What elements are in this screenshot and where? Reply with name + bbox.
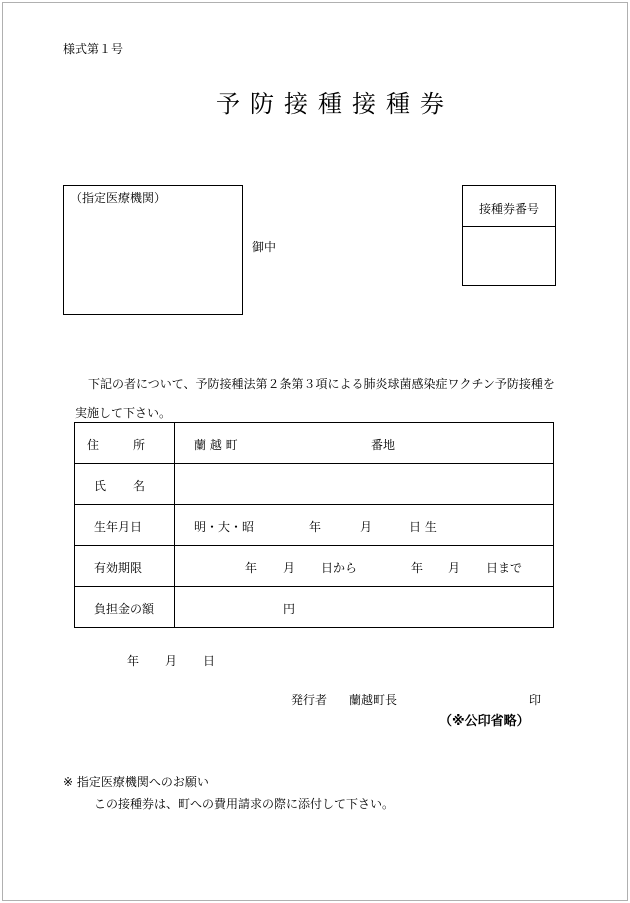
issue-date-year: 年	[127, 654, 140, 668]
address-field[interactable]	[175, 423, 554, 464]
ticket-number-label: 接種券番号	[478, 202, 539, 216]
table-row-name	[75, 464, 554, 505]
table-row-address	[75, 423, 554, 464]
page-title: 予防接種接種券	[216, 90, 454, 118]
body-text-line-2: 実施して下さい。	[75, 406, 172, 420]
seal-note: （※公印省略）	[439, 714, 530, 729]
cost-yen: 円	[283, 602, 296, 616]
birth-month: 月	[360, 520, 373, 534]
table-row-birth	[75, 505, 554, 546]
issue-date-month: 月	[165, 654, 178, 668]
birth-year: 年	[309, 520, 322, 534]
validity-until: 日まで	[486, 561, 523, 575]
validity-label: 有効期限	[94, 561, 143, 575]
issuer-label: 発行者	[291, 693, 328, 707]
table-row-cost	[75, 587, 554, 628]
validity-year-2: 年	[411, 561, 424, 575]
birth-field[interactable]	[175, 505, 554, 546]
birth-eras: 明・大・昭	[194, 520, 255, 534]
validity-field[interactable]	[175, 546, 554, 587]
recipient-table	[74, 422, 554, 628]
table-row-validity	[75, 546, 554, 587]
address-suffix: 番地	[371, 438, 396, 452]
address-label-a: 住	[87, 438, 100, 452]
birth-day: 日 生	[409, 520, 437, 534]
body-text-line-1: 下記の者について、予防接種法第２条第３項による肺炎球菌感染症ワクチン予防接種を	[88, 377, 555, 391]
cost-label: 負担金の額	[94, 602, 155, 616]
address-label-b: 所	[133, 438, 146, 452]
birth-label: 生年月日	[94, 520, 143, 534]
form-number: 様式第１号	[63, 42, 124, 56]
name-field[interactable]	[175, 464, 554, 505]
issue-date	[127, 652, 215, 669]
name-label-b: 名	[133, 479, 146, 493]
seal-mark: 印	[529, 693, 542, 707]
validity-month-1: 月	[283, 561, 296, 575]
validity-month-2: 月	[448, 561, 461, 575]
address-town: 蘭 越 町	[194, 438, 238, 452]
institution-honorific: 御中	[252, 240, 277, 254]
validity-from: 日から	[321, 561, 358, 575]
note-text: この接種券は、町への費用請求の際に添付して下さい。	[94, 797, 395, 811]
note-heading: ※ 指定医療機関へのお願い	[63, 775, 209, 789]
institution-label: （指定医療機関）	[70, 191, 167, 205]
issuer-name: 蘭越町長	[349, 693, 398, 707]
validity-year-1: 年	[245, 561, 258, 575]
issue-date-day: 日	[203, 654, 216, 668]
name-label-a: 氏	[94, 479, 107, 493]
cost-field[interactable]	[175, 587, 554, 628]
ticket-number-divider	[462, 226, 556, 227]
